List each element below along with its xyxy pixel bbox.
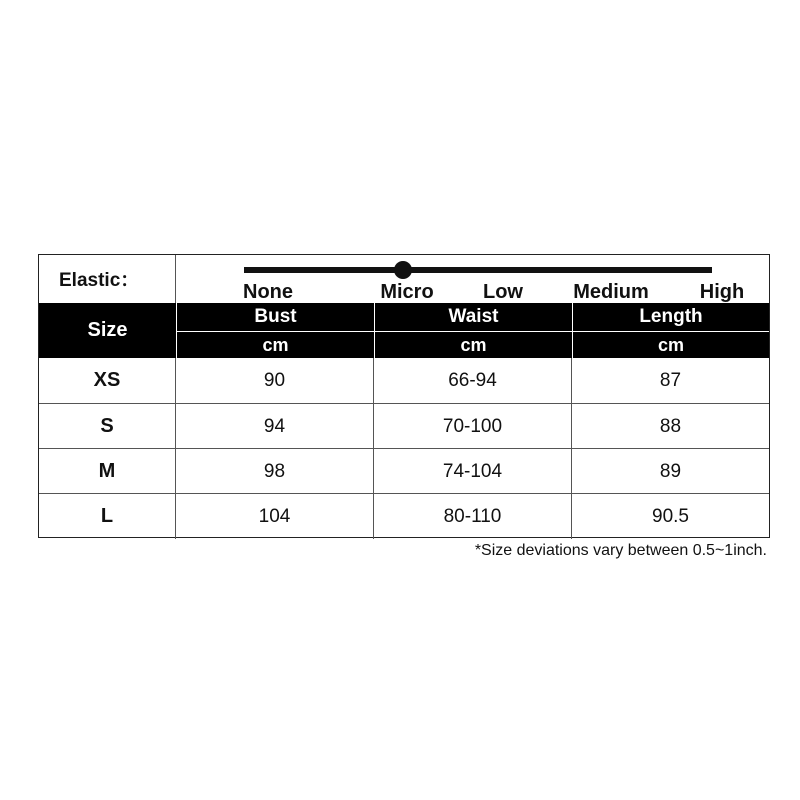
bust-cell: 104 (176, 494, 374, 539)
size-cell: XS (39, 358, 176, 403)
bust-cell: 94 (176, 404, 374, 449)
table-row (39, 493, 769, 539)
length-cell: 90.5 (652, 506, 689, 527)
column-header-length (572, 303, 769, 358)
column-unit: cm (573, 331, 769, 359)
bust-cell: 98 (176, 449, 374, 494)
bust-cell: 90 (176, 358, 374, 403)
waist-cell: 80-110 (374, 494, 572, 539)
size-cell: M (39, 449, 176, 494)
length-cell: 87 (659, 370, 682, 391)
elastic-scale (176, 255, 769, 303)
length-cell: 89 (659, 461, 682, 482)
column-unit: cm (375, 331, 572, 359)
size-cell: S (39, 404, 176, 449)
elastic-level-medium: Medium (573, 281, 649, 303)
size-header: Size (87, 319, 128, 341)
elastic-level-high: High (699, 281, 745, 303)
column-header-waist (374, 303, 572, 358)
elastic-indicator-dot (394, 261, 412, 279)
elastic-level-micro: Micro (380, 281, 434, 303)
elastic-scale-line (244, 267, 712, 273)
column-name: Length (639, 306, 703, 327)
elastic-level-low: Low (483, 281, 523, 303)
size-cell: L (39, 494, 176, 539)
size-deviation-note: *Size deviations vary between 0.5~1inch. (474, 542, 767, 559)
column-header-bust (176, 303, 374, 358)
table-row (39, 358, 769, 403)
table-row (39, 448, 769, 494)
size-chart (38, 254, 770, 538)
length-cell: 88 (659, 416, 682, 437)
elastic-row (39, 255, 769, 304)
waist-cell: 66-94 (374, 358, 572, 403)
waist-cell: 70-100 (374, 404, 572, 449)
waist-cell: 74-104 (374, 449, 572, 494)
table-header (39, 303, 769, 358)
column-name: Bust (254, 306, 297, 327)
column-unit: cm (177, 331, 374, 359)
column-name: Waist (448, 306, 499, 327)
table-row (39, 403, 769, 449)
elastic-label: Elastic： (39, 255, 176, 303)
elastic-level-none: None (243, 281, 293, 303)
